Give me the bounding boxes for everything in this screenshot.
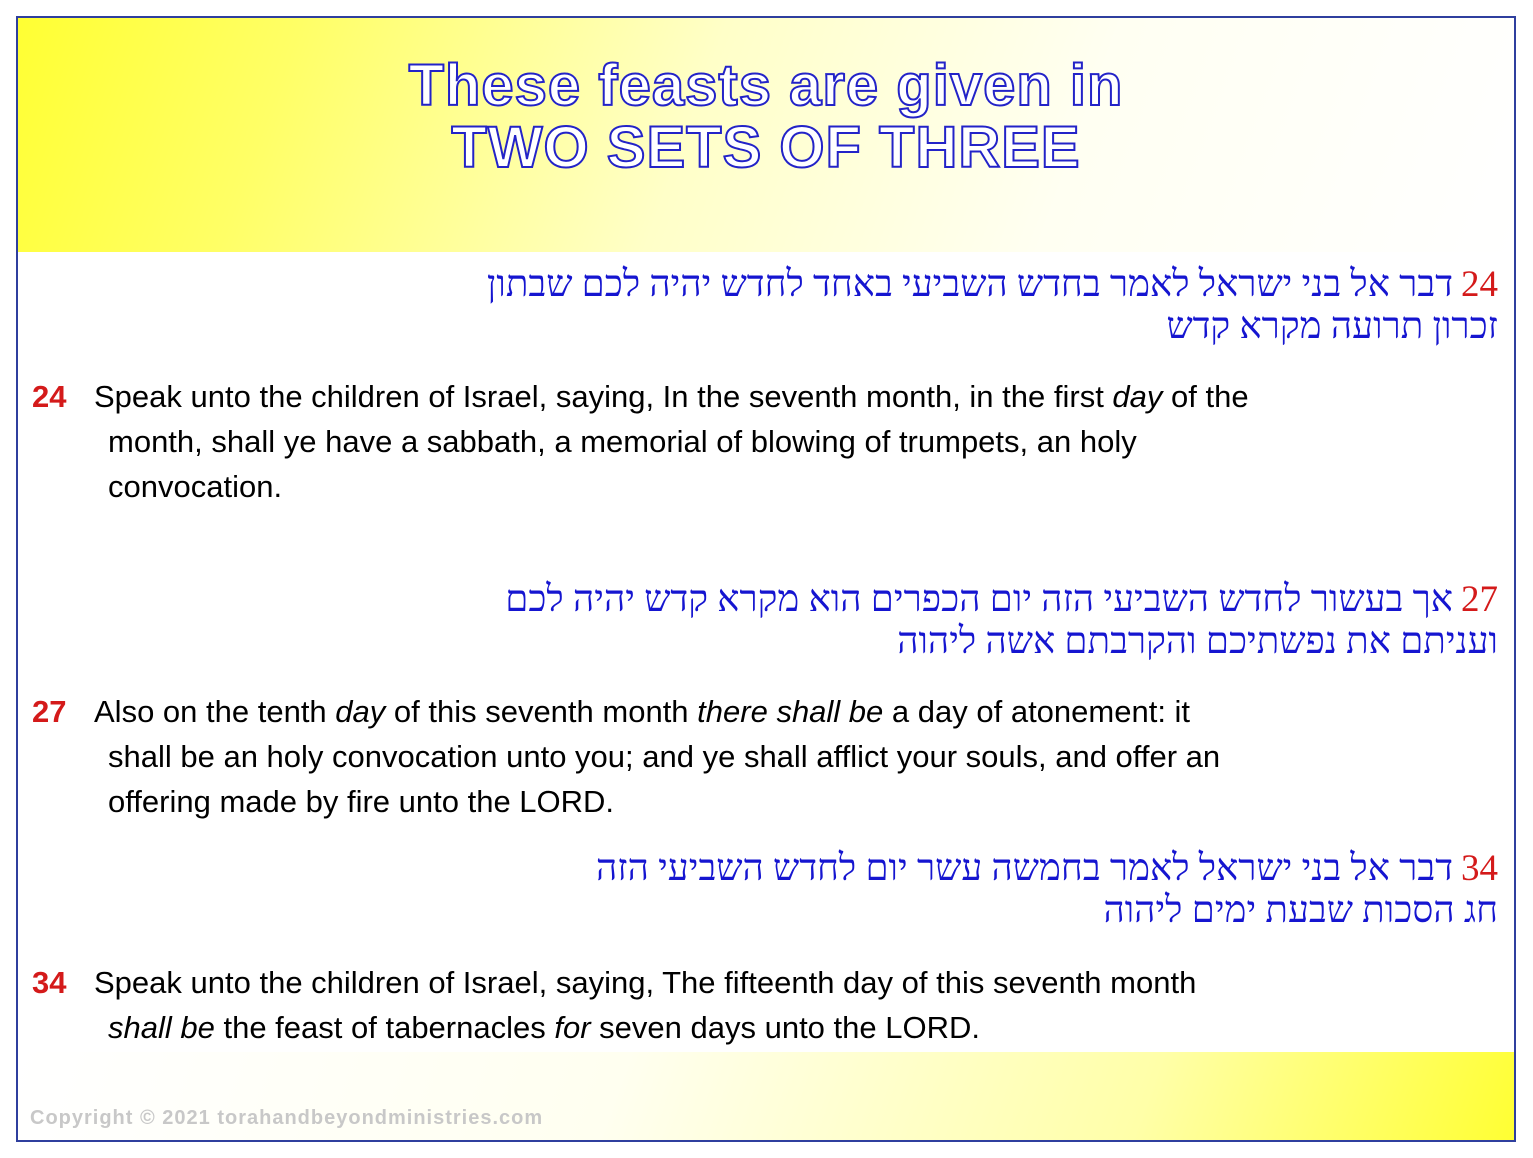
english-line: 24 Speak unto the children of Israel, saying, In the seventh month, in the first day of the <box>32 374 1502 419</box>
hebrew-verse-27 <box>505 579 1498 663</box>
hebrew-line: 24דבר אל בני ישראל לאמר בחדש השביעי באחד לחדש יהיה לכם שבתון <box>486 264 1498 305</box>
english-line: shall be an holy convocation unto you; and ye shall afflict your souls, and offer an <box>108 739 1221 774</box>
verse-number: 27 <box>32 694 67 729</box>
hebrew-verse-24 <box>487 264 1498 348</box>
english-line: offering made by fire unto the LORD. <box>108 784 615 819</box>
verse-number: 34 <box>1461 848 1498 889</box>
english-verse-34 <box>32 960 1502 1050</box>
verse-number: 24 <box>32 379 67 414</box>
verse-number: 34 <box>32 965 67 1000</box>
english-line: shall be the feast of tabernacles for seven days unto the LORD. <box>108 1010 980 1045</box>
hebrew-line: זכרון תרועה מקרא קדש <box>1166 306 1498 347</box>
hebrew-line: ועניתם את נפשתיכם והקרבתם אשה ליהוה <box>897 621 1498 662</box>
english-line: convocation. <box>108 469 283 504</box>
english-line: month, shall ye have a sabbath, a memorial of blowing of trumpets, an holy <box>108 424 1137 459</box>
title-line-2: TWO SETS OF THREE <box>451 115 1081 180</box>
english-line: 27 Also on the tenth day of this seventh month there shall be a day of atonement: it <box>32 689 1502 734</box>
english-line: 34 Speak unto the children of Israel, saying, The fifteenth day of this seventh month <box>32 960 1502 1005</box>
hebrew-line: חג הסכות שבעת ימים ליהוה <box>1103 890 1498 931</box>
hebrew-line: 34דבר אל בני ישראל לאמר בחמשה עשר יום לחדש השביעי הזה <box>595 848 1498 889</box>
hebrew-verse-34 <box>596 848 1498 932</box>
slide <box>16 16 1516 1142</box>
english-verse-24 <box>32 374 1502 509</box>
verse-number: 24 <box>1461 264 1498 305</box>
verse-number: 27 <box>1461 579 1498 620</box>
hebrew-line: 27אך בעשור לחדש השביעי הזה יום הכפרים הוא מקרא קדש יהיה לכם <box>505 579 1498 620</box>
title-line-1: These feasts are given in <box>408 53 1124 118</box>
english-verse-27 <box>32 689 1502 824</box>
copyright-notice: Copyright © 2021 torahandbeyondministries.com <box>30 1107 544 1129</box>
